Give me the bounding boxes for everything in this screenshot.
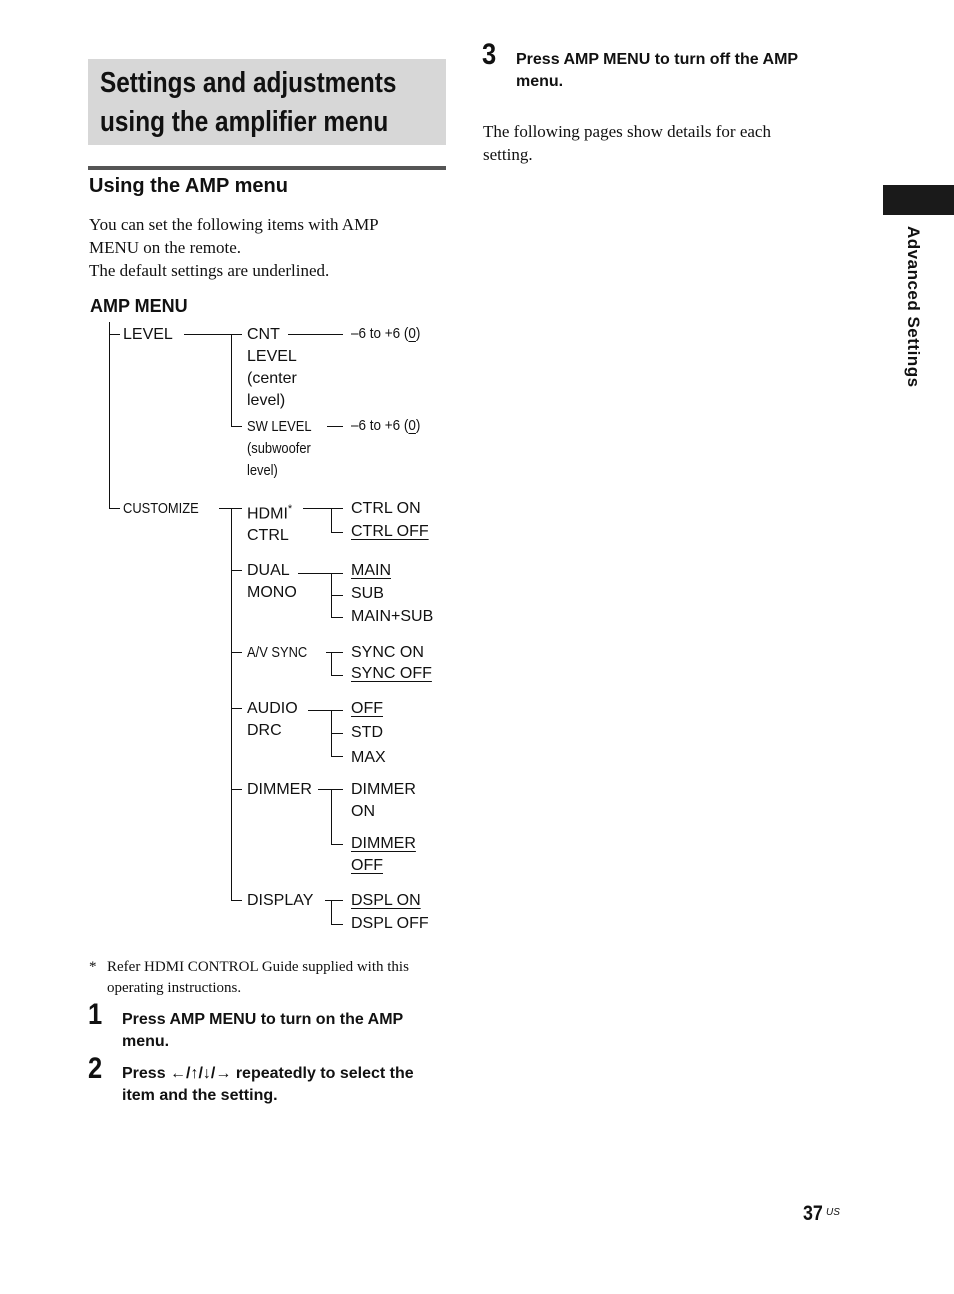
menu-heading: AMP MENU bbox=[90, 296, 188, 316]
cnt-line4: level) bbox=[247, 392, 286, 409]
hdmi-options-vline bbox=[331, 508, 332, 532]
sw-line3: level) bbox=[247, 462, 278, 479]
page-number: 37 bbox=[803, 1202, 823, 1225]
cnt-line1: CNT bbox=[247, 326, 280, 343]
tree-level-tick bbox=[109, 334, 120, 335]
page-number-suffix: US bbox=[826, 1207, 840, 1218]
hdmi-connector bbox=[303, 508, 343, 509]
tree-customize-tick bbox=[109, 508, 120, 509]
cnt-connector bbox=[288, 334, 343, 335]
step-1-line1: Press AMP MENU to turn on the AMP bbox=[122, 1011, 404, 1028]
dimmer-tick bbox=[231, 789, 242, 790]
hdmi-tick bbox=[231, 508, 242, 509]
option-main-sub: MAIN+SUB bbox=[351, 608, 434, 625]
dual-connector bbox=[298, 573, 343, 574]
dimmer-on-line1: DIMMER bbox=[351, 781, 416, 798]
intro-line1: You can set the following items with AMP bbox=[89, 215, 379, 234]
hdmi-line1: HDMI bbox=[247, 505, 288, 523]
dual-line2: MONO bbox=[247, 584, 297, 601]
dual-opt3-tick bbox=[331, 617, 343, 618]
avsync-opt2-tick bbox=[331, 675, 343, 676]
dimmer-off-line1: DIMMER bbox=[351, 835, 416, 852]
side-tab-marker bbox=[883, 185, 954, 215]
cnt-range bbox=[351, 324, 420, 344]
dimmer-off-line2: OFF bbox=[351, 857, 383, 874]
dual-line1: DUAL bbox=[247, 562, 290, 579]
sw-default-value: 0 bbox=[408, 417, 416, 434]
sw-range-close: ) bbox=[415, 417, 421, 434]
sw-tick bbox=[231, 426, 242, 427]
cnt-range-text: –6 to +6 ( bbox=[351, 325, 409, 342]
dimmer-on-line2: ON bbox=[351, 803, 375, 820]
page-title bbox=[100, 64, 397, 142]
option-dspl-on: DSPL ON bbox=[351, 892, 421, 909]
sw-connector bbox=[327, 426, 343, 427]
step-2-text bbox=[122, 1063, 414, 1107]
dual-tick bbox=[231, 570, 242, 571]
step-1-line2: menu. bbox=[122, 1033, 170, 1050]
dual-mono-label bbox=[247, 560, 297, 604]
sw-line1: SW LEVEL bbox=[247, 418, 312, 435]
section-rule bbox=[88, 166, 446, 170]
step-2-line2: item and the setting. bbox=[122, 1087, 278, 1104]
option-dimmer-on bbox=[351, 779, 416, 823]
step-3-number: 3 bbox=[482, 38, 497, 71]
display-label: DISPLAY bbox=[247, 892, 314, 909]
display-options-vline bbox=[331, 900, 332, 924]
sw-level-label bbox=[247, 416, 312, 482]
cnt-line3: (center bbox=[247, 370, 297, 387]
intro-line2: MENU on the remote. bbox=[89, 238, 242, 257]
cnt-default-value: 0 bbox=[408, 325, 416, 342]
side-tab-label: Advanced Settings bbox=[904, 226, 923, 388]
level-label: LEVEL bbox=[123, 326, 173, 343]
avsync-options-vline bbox=[331, 652, 332, 675]
hdmi-opt2-tick bbox=[331, 532, 343, 533]
customize-label: CUSTOMIZE bbox=[123, 500, 199, 517]
avsync-label: A/V SYNC bbox=[247, 644, 308, 661]
customize-vline bbox=[231, 508, 232, 900]
option-off: OFF bbox=[351, 700, 383, 717]
after-steps-line1: The following pages show details for each bbox=[483, 122, 771, 141]
avsync-connector bbox=[326, 652, 343, 653]
customize-connector bbox=[219, 508, 231, 509]
cnt-level-label bbox=[247, 324, 297, 412]
after-steps-line2: setting. bbox=[483, 145, 533, 164]
footnote-line1: Refer HDMI CONTROL Guide supplied with this bbox=[107, 959, 409, 975]
option-max: MAX bbox=[351, 749, 386, 766]
dimmer-label: DIMMER bbox=[247, 781, 312, 798]
section-heading: Using the AMP menu bbox=[89, 175, 288, 197]
step-2-line1: Press ←/↑/↓/→ repeatedly to select the bbox=[122, 1065, 414, 1082]
option-sync-off: SYNC OFF bbox=[351, 665, 432, 682]
sw-range-text: –6 to +6 ( bbox=[351, 417, 409, 434]
display-opt2-tick bbox=[331, 924, 343, 925]
drc-opt3-tick bbox=[331, 756, 343, 757]
sw-line2: (subwoofer bbox=[247, 440, 311, 457]
intro-line3: The default settings are underlined. bbox=[89, 261, 330, 280]
tree-root-vline bbox=[109, 322, 110, 508]
step-3-line1: Press AMP MENU to turn off the AMP bbox=[516, 51, 799, 68]
level-connector bbox=[184, 334, 231, 335]
intro-paragraph bbox=[89, 213, 379, 282]
drc-line2: DRC bbox=[247, 722, 282, 739]
option-sync-on: SYNC ON bbox=[351, 644, 424, 661]
hdmi-ctrl-label bbox=[247, 498, 292, 547]
display-connector bbox=[325, 900, 343, 901]
option-ctrl-on: CTRL ON bbox=[351, 500, 421, 517]
drc-connector bbox=[308, 710, 343, 711]
step-3-line2: menu. bbox=[516, 73, 564, 90]
option-main: MAIN bbox=[351, 562, 391, 579]
option-std: STD bbox=[351, 724, 383, 741]
display-tick bbox=[231, 900, 242, 901]
footnote-marker: * bbox=[89, 959, 97, 975]
drc-opt2-tick bbox=[331, 733, 343, 734]
drc-line1: AUDIO bbox=[247, 700, 298, 717]
cnt-line2: LEVEL bbox=[247, 348, 297, 365]
cnt-range-close: ) bbox=[415, 325, 421, 342]
option-dimmer-off bbox=[351, 833, 416, 877]
dual-opt2-tick bbox=[331, 595, 343, 596]
option-dspl-off: DSPL OFF bbox=[351, 915, 429, 932]
option-ctrl-off: CTRL OFF bbox=[351, 523, 429, 540]
after-steps-paragraph bbox=[483, 120, 771, 166]
drc-tick bbox=[231, 708, 242, 709]
step-3-text bbox=[516, 49, 798, 93]
step-1-text bbox=[122, 1009, 403, 1053]
dimmer-options-vline bbox=[331, 789, 332, 844]
dimmer-opt2-tick bbox=[331, 844, 343, 845]
option-sub: SUB bbox=[351, 585, 384, 602]
audio-drc-label bbox=[247, 698, 298, 742]
step-1-number: 1 bbox=[88, 998, 103, 1031]
avsync-tick bbox=[231, 652, 242, 653]
footnote-star: * bbox=[287, 503, 293, 515]
sw-range bbox=[351, 416, 420, 436]
level-vline bbox=[231, 334, 232, 426]
footnote bbox=[107, 957, 409, 999]
page-title-line1: Settings and adjustments bbox=[100, 67, 397, 99]
cnt-tick bbox=[231, 334, 242, 335]
step-2-number: 2 bbox=[88, 1052, 103, 1085]
footnote-line2: operating instructions. bbox=[107, 980, 242, 996]
page-title-line2: using the amplifier menu bbox=[100, 106, 389, 138]
hdmi-line2: CTRL bbox=[247, 527, 289, 545]
